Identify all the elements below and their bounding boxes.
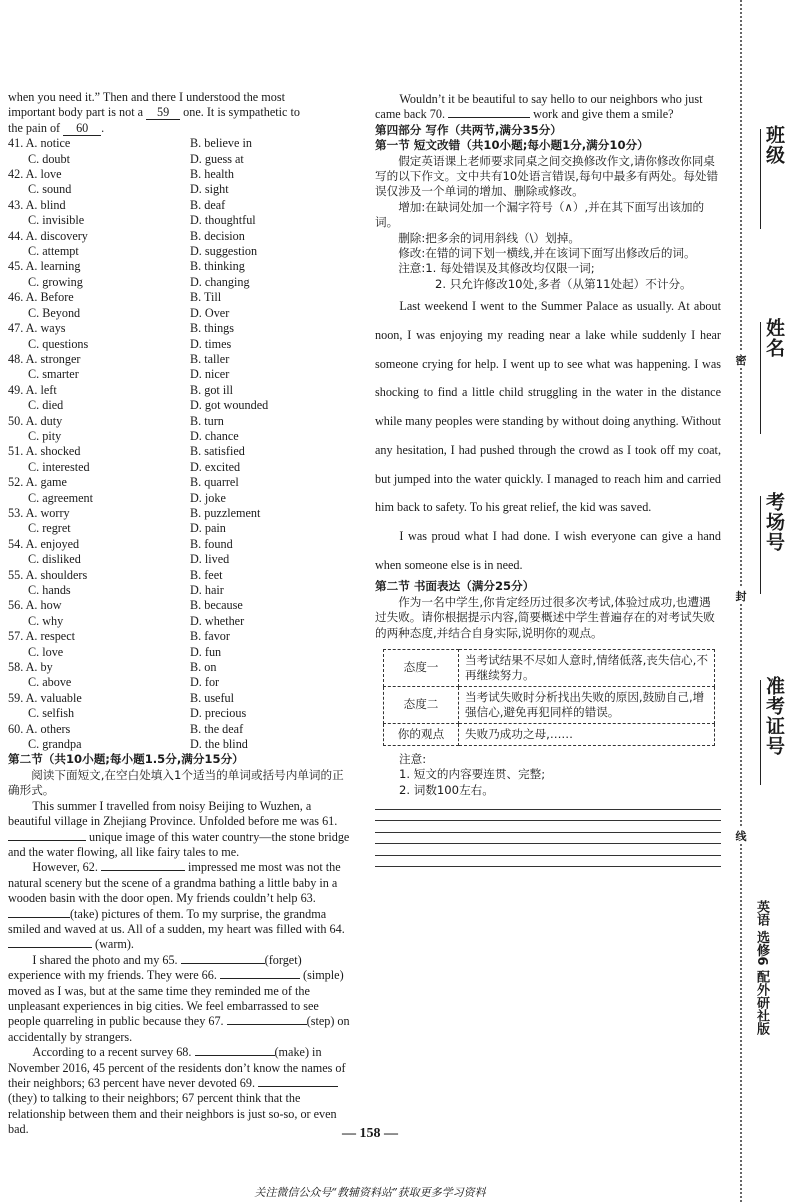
option-row: 41. A. notice B. believe in: [8, 136, 252, 151]
cloze-paragraph: I shared the photo and my 65. (forget) experience with my friends. They were 66. (simple) moved as I was, but at the same time they reminded me of the unpleasant experiences in big cities. We feel embarrassed to see people quarreling in public because they 67. (step) on accidentally by strangers.: [8, 952, 350, 1044]
section1-intro: 假定英语课上老师要求同桌之间交换修改作文,请你修改你同桌写的以下作文。文中共有10处语言错误,每句中最多有两处。每处错误仅涉及一个单词的增加、删除或修改。: [375, 153, 719, 199]
option-row: C. above D. for: [28, 675, 220, 690]
option-row: C. love D. fun: [28, 644, 222, 659]
option-row: C. regret D. pain: [28, 521, 226, 536]
notes-item: 2. 词数100左右。: [399, 782, 494, 797]
class-field[interactable]: 班级: [748, 125, 788, 229]
option-row: 53. A. worry B. puzzlement: [8, 505, 261, 520]
table-cell: 当考试失败时分析找出失败的原因,鼓励自己,增强信心,避免再犯同样的错误。: [459, 686, 715, 723]
exam-room-field[interactable]: 考场号: [748, 492, 788, 594]
option-row: 42. A. love B. health: [8, 167, 235, 182]
name-field[interactable]: 姓名: [748, 318, 788, 434]
option-row: 49. A. left B. got ill: [8, 382, 234, 397]
table-head: 你的观点: [384, 723, 459, 745]
cloze-paragraph: This summer I travelled from noisy Beijing to Wuzhen, a beautiful village in Zhejiang Province. Unfolded before me was 61. unique image of this water country—the stone bridge and the water flowing, all like fairy tales to me.: [8, 798, 350, 859]
table-row: [384, 649, 715, 686]
option-row: 56. A. how B. because: [8, 598, 243, 613]
answer-lines[interactable]: [375, 809, 721, 868]
option-row: 48. A. stronger B. taller: [8, 351, 230, 366]
section2-heading: 第二节（共10小题;每小题1.5分,满分15分）: [8, 752, 244, 767]
option-row: C. smarter D. nicer: [28, 367, 230, 382]
correction-essay: Last weekend I went to the Summer Palace as usually. At about noon, I was enjoying my reading near a lake while suddenly I hear someone crying for help. I went up to see what was happening. I was shocking to find a little child struggling in the water in the distance while many peoples were standing by without doing anything. Without any hesitation, I had pushed through the crowd as I took off my coat, but jumped into the water quickly. I managed to reach him and carried him back to safety. To his great relief, the kid was saved.: [375, 299, 721, 515]
option-row: 59. A. valuable B. useful: [8, 690, 235, 705]
note-2: 2. 只允许修改10处,多者（从第11处起）不计分。: [435, 276, 692, 291]
option-row: C. pity D. chance: [28, 428, 239, 443]
table-cell: 失败乃成功之母,……: [459, 723, 715, 745]
option-row: 54. A. enjoyed B. found: [8, 536, 233, 551]
option-row: C. growing D. changing: [28, 274, 250, 289]
section1-heading: 第一节 短文改错（共10小题;每小题1分,满分10分）: [375, 138, 649, 153]
table-row: [384, 686, 715, 723]
options-list: [8, 136, 353, 752]
option-row: 44. A. discovery B. decision: [8, 228, 245, 243]
option-row: C. Beyond D. Over: [28, 305, 230, 320]
option-row: 51. A. shocked B. satisfied: [8, 444, 245, 459]
option-row: C. grandpa D. the blind: [28, 737, 248, 752]
page-number: — 158 —: [342, 1126, 398, 1141]
option-row: 58. A. by B. on: [8, 660, 217, 675]
section2-instruction: 阅读下面短文,在空白处填入1个适当的单词或括号内单词的正确形式。: [8, 767, 344, 798]
option-row: 43. A. blind B. deaf: [8, 197, 226, 212]
option-row: C. attempt D. suggestion: [28, 244, 258, 259]
seal-mark: 线: [735, 830, 747, 843]
right-column: [375, 92, 721, 867]
cloze-paragraph: However, 62. impressed me most was not the natural scenery but the scene of a grandma bathing a little baby in a wooden basin with the door open. My friends couldn’t help 63. (take) pictures of them. To my surprise, the grandma smiled and waved at us. All of a sudden, my heart was filled with 64. (warm).: [8, 860, 345, 952]
option-row: 52. A. game B. quarrel: [8, 475, 239, 490]
part4-heading: 第四部分 写作（共两节,满分35分）: [375, 122, 562, 137]
left-column: [8, 90, 353, 1138]
option-row: 50. A. duty B. turn: [8, 413, 224, 428]
option-row: C. disliked D. lived: [28, 552, 230, 567]
modify-rule: 修改:在错的词下划一横线,并在该词下面写出修改后的词。: [398, 246, 696, 261]
correction-essay-2: I was proud what I had done. I wish everyone can give a hand when someone else is in need.: [375, 528, 721, 572]
table-row: [384, 723, 715, 745]
add-rule: 增加:在缺词处加一个漏字符号（∧）,并在其下面写出该加的词。: [375, 199, 705, 230]
exam-id-field[interactable]: 准考证号: [748, 676, 788, 785]
option-row: C. selfish D. precious: [28, 706, 247, 721]
option-row: C. doubt D. guess at: [28, 151, 244, 166]
writing-intro: 作为一名中学生,你肯定经历过很多次考试,体验过成功,也遭遇过失败。请你根据提示内容,简要概述中学生普遍存在的对考试失败的两种态度,并结合自身实际,说明你的观点。: [375, 594, 715, 640]
option-row: C. hands D. hair: [28, 583, 224, 597]
option-row: 55. A. shoulders B. feet: [8, 567, 223, 582]
table-cell: 当考试结果不尽如人意时,情绪低落,丧失信心,不再继续努力。: [459, 649, 715, 686]
note-1: 注意:1. 每处错误及其修改均仅限一词;: [398, 261, 595, 276]
table-head: 态度一: [384, 649, 459, 686]
option-row: 47. A. ways B. things: [8, 321, 235, 336]
notes-title: 注意:: [399, 751, 427, 766]
notes-item: 1. 短文的内容要连贯、完整;: [399, 767, 546, 782]
book-info: 英语 选修6 配外研社版: [754, 900, 769, 1036]
passage-continuation: when you need it.” Then and there I understood the most important body part is not a 59 one. It is sympathetic to the pain of 60 .: [8, 90, 300, 135]
answer-59: 59: [146, 106, 180, 120]
attitude-table: [383, 649, 715, 746]
option-row: C. questions D. times: [28, 336, 232, 351]
seal-mark: 封: [735, 590, 747, 603]
footer-note: 关注微信公众号“教辅资料站”获取更多学习资料: [254, 1186, 486, 1199]
option-row: 46. A. Before B. Till: [8, 290, 222, 305]
delete-rule: 删除:把多余的词用斜线（\）划掉。: [398, 230, 580, 245]
option-row: C. interested D. excited: [28, 459, 241, 474]
cloze-paragraph: Wouldn’t it be beautiful to say hello to our neighbors who just came back 70. work and give them a smile?: [375, 92, 703, 122]
table-head: 态度二: [384, 686, 459, 723]
cloze-paragraph: According to a recent survey 68. (make) in November 2016, 45 percent of the residents don’t know the names of their neighbors; 63 percent have never devoted 69. (they) to talking to their neighbors; 67 percent think that the relationship between them and their neighbors is just so-so, or even bad.: [8, 1045, 346, 1137]
answer-60: 60: [63, 122, 101, 136]
option-row: C. died D. got wounded: [28, 398, 269, 413]
option-row: C. why D. whether: [28, 613, 245, 628]
option-row: 45. A. learning B. thinking: [8, 259, 245, 274]
option-row: C. agreement D. joke: [28, 490, 226, 505]
seal-mark: 密: [735, 354, 747, 367]
option-row: 60. A. others B. the deaf: [8, 721, 244, 736]
section2-writing-heading: 第二节 书面表达（满分25分）: [375, 579, 535, 594]
option-row: C. sound D. sight: [28, 182, 229, 197]
option-row: C. invisible D. thoughtful: [28, 213, 256, 228]
option-row: 57. A. respect B. favor: [8, 629, 230, 644]
